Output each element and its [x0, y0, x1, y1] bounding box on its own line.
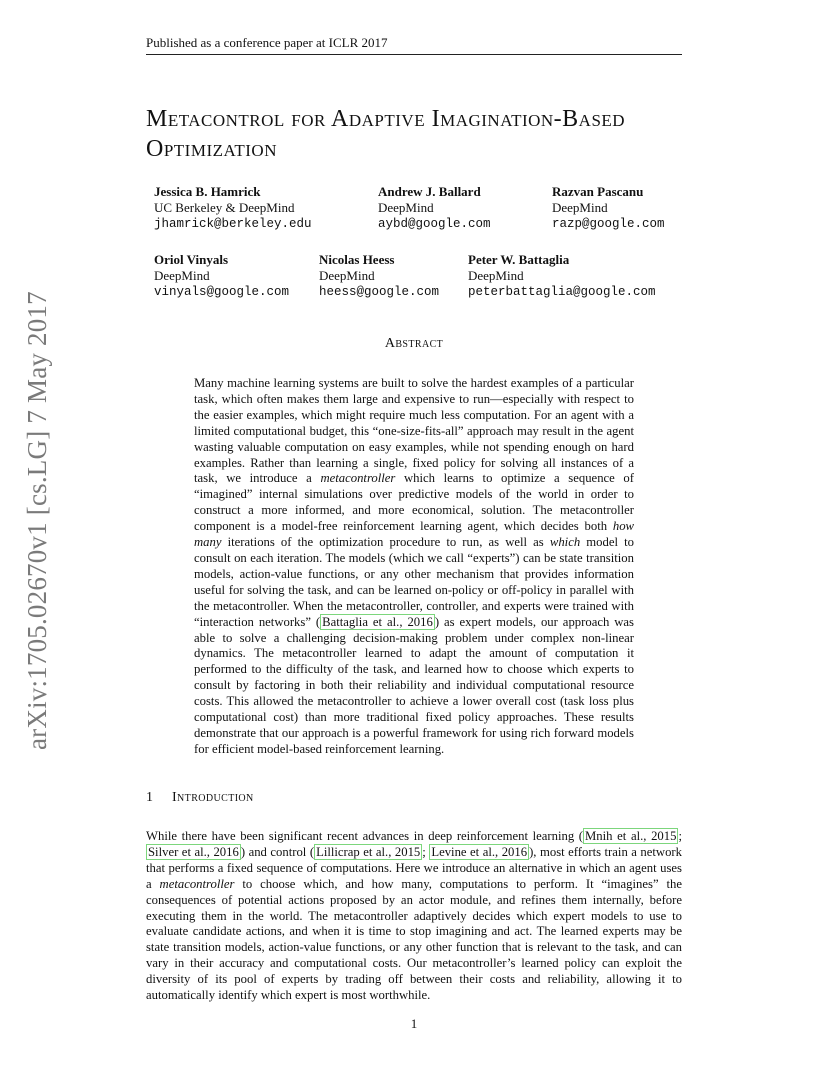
author-affiliation: DeepMind	[378, 200, 434, 215]
author-email: peterbattaglia@google.com	[468, 285, 656, 299]
author-name: Andrew J. Ballard	[378, 184, 481, 199]
author-email: razp@google.com	[552, 217, 665, 231]
section-heading	[146, 790, 254, 806]
citation-link[interactable]: Levine et al., 2016	[431, 844, 528, 859]
author-block	[319, 252, 439, 300]
author-affiliation: DeepMind	[468, 268, 524, 283]
author-name: Razvan Pascanu	[552, 184, 644, 199]
author-email: jhamrick@berkeley.edu	[154, 217, 312, 231]
author-name: Peter W. Battaglia	[468, 252, 570, 267]
author-block	[154, 252, 289, 300]
author-email: vinyals@google.com	[154, 285, 290, 299]
author-affiliation: DeepMind	[154, 268, 210, 283]
running-header: Published as a conference paper at ICLR 2017	[146, 34, 682, 55]
author-affiliation: DeepMind	[319, 268, 375, 283]
page-number: 1	[410, 1016, 418, 1031]
author-name: Oriol Vinyals	[154, 252, 229, 267]
abstract-heading: Abstract	[384, 336, 444, 351]
abstract-emphasis: how many	[194, 519, 634, 550]
author-block	[552, 184, 665, 232]
author-block	[378, 184, 491, 232]
arxiv-identifier-stamp: arXiv:1705.02670v1 [cs.LG] 7 May 2017	[22, 291, 52, 750]
paper-title: Metacontrol for Adaptive Imagination-Based Optimization	[146, 106, 626, 162]
intro-text: While there have been significant recent advances in deep reinforcement learning (	[146, 829, 584, 843]
author-email: heess@google.com	[319, 285, 440, 299]
intro-text: ) and control (	[240, 844, 315, 859]
citation-link[interactable]: Mnih et al., 2015	[585, 829, 677, 843]
intro-text: ), most efforts train a network that performs a fixed sequence of computations. Here we introduce an alternative in which an agent uses a	[146, 844, 682, 891]
intro-text: ;	[678, 829, 682, 843]
author-affiliation: DeepMind	[552, 200, 608, 215]
citation-link[interactable]: Battaglia et al., 2016	[322, 614, 433, 629]
author-affiliation: UC Berkeley & DeepMind	[154, 200, 295, 215]
author-email: aybd@google.com	[378, 217, 491, 231]
citation-link[interactable]: Silver et al., 2016	[148, 844, 239, 859]
citation-link[interactable]: Lillicrap et al., 2015	[316, 844, 421, 859]
intro-text: ;	[422, 844, 430, 859]
intro-paragraph	[146, 829, 682, 1004]
abstract-text: Many machine learning systems are built to solve the hardest examples of a particular task, which often makes them large and expensive to run—especially with respect to the easier examples, which might require much less computation. For an agent with a limited computational budget, this “one-size-fits-all” approach may result in the agent wasting valuable computation on easy examples, while not spending enough on hard examples. Rather than learning a single, fixed policy for solving all instances of a task, we introduce a	[194, 376, 634, 486]
intro-text: to choose which, and how many, computations to perform. It “imagines” the consequences of potential actions proposed by an actor module, and refines them internally, before executing them in the world. The metacontroller adaptively decides which expert models to use to evaluate candidate actions, and when it is time to stop imagining and act. The learned experts may be state transition models, action-value functions, or any other function that is relevant to the task, and can vary in their accuracy and computational costs. Our metacontroller’s learned policy can exploit the diversity of its pool of experts by trading off between their costs and reliability, allowing it to automatically identify which expert is most worthwhile.	[146, 876, 682, 1003]
abstract-text: model to consult on each iteration. The models (which we call “experts”) can be state transition models, action-value functions, or any other mechanism that provides information useful for solving the task, and can be learned on-policy or off-policy in parallel with the metacontroller. When the metacontroller, controller, and experts were trained with “interaction networks” (	[194, 535, 634, 629]
section-number: 1	[146, 790, 154, 805]
author-block	[154, 184, 312, 232]
abstract-emphasis: which	[549, 535, 581, 550]
author-block	[468, 252, 656, 300]
abstract-emphasis: metacontroller	[320, 471, 396, 486]
author-name: Jessica B. Hamrick	[154, 184, 261, 199]
abstract-text: which learns to optimize a sequence of “imagined” internal simulations over predictive models of the world in order to construct a more informed, and more economical, solution. The metacontroller component is a model-free reinforcement learning agent, which decides both	[194, 471, 634, 534]
section-title: Introduction	[172, 790, 254, 805]
abstract-text: iterations of the optimization procedure to run, as well as	[221, 535, 550, 550]
abstract-paragraph	[194, 376, 634, 758]
abstract-text: ) as expert models, our approach was able to solve a challenging decision-making problem under complex non-linear dynamics. The metacontroller learned to adapt the amount of computation it performed to the difficulty of the task, and learned how to choose which experts to consult by factoring in both their reliability and individual computational resource costs. This allowed the metacontroller to achieve a lower overall cost (task loss plus computational cost) than more traditional fixed policy approaches. These results demonstrate that our approach is a powerful framework for using rich forward models for efficient model-based reinforcement learning.	[194, 614, 634, 756]
intro-emphasis: metacontroller	[159, 876, 235, 891]
author-name: Nicolas Heess	[319, 252, 395, 267]
